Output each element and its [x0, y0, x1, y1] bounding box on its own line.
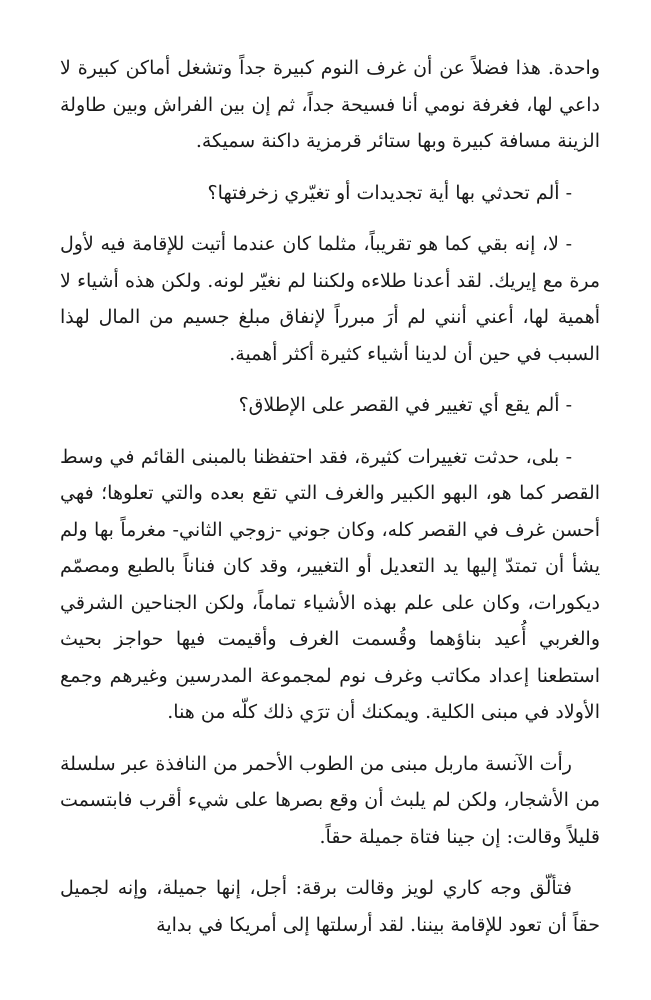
- paragraph-2: - ألم تحدثي بها أية تجديدات أو تغيّري زخرفتها؟: [207, 181, 572, 204]
- paragraph-5: - بلى، حدثت تغييرات كثيرة، فقد احتفظنا بالمبنى القائم في وسط القصر كما هو، البهو الكبير والغرف التي تقع بعده والتي تعلوها؛ فهي أحسن غرف في القصر كله، وكان جوني -زوجي الثاني- مغرماً بها ولم يشأ أن تمتدّ إليها يد التعديل أو التغيير، وقد كان فناناً بالطبع ومصمّم ديكورات، وكان على علم بهذه الأشياء تماماً، ولكن الجناحين الشرقي والغربي أُعيد بناؤهما وقُسمت الغرف وأقيمت فيها حواجز بحيث استطعنا إعداد مكاتب وغرف نوم لمجموعة المدرسين وغيرهم وجمع الأولاد في مبنى الكلية. ويمكنك أن ترَي ذلك كلّه من هنا.: [60, 445, 600, 723]
- paragraph-7: فتألّق وجه كاري لويز وقالت برقة: أجل، إنها جميلة، وإنه لجميل حقاً أن تعود للإقامة بيننا. لقد أرسلتها إلى أمريكا في بداية: [60, 877, 600, 936]
- paragraph-6: رأت الآنسة ماربل مبنى من الطوب الأحمر من النافذة عبر سلسلة من الأشجار، ولكن لم يلبث أن وقع بصرها على شيء أقرب فابتسمت قليلاً وقالت: إن جينا فتاة جميلة حقاً.: [60, 752, 600, 848]
- paragraph-1: واحدة. هذا فضلاً عن أن غرف النوم كبيرة جداً وتشغل أماكن كبيرة لا داعي لها، فغرفة نومي أنا فسيحة جداً، ثم إن بين الفراش وبين طاولة الزينة مسافة كبيرة وبها ستائر قرمزية داكنة سميكة.: [60, 57, 600, 152]
- book-page: [60, 50, 600, 985]
- paragraph-4: - ألم يقع أي تغيير في القصر على الإطلاق؟: [238, 394, 572, 416]
- paragraph-3: - لا، إنه بقي كما هو تقريباً، مثلما كان عندما أتيت للإقامة فيه لأول مرة مع إيريك. لقد أعدنا طلاءه ولكننا لم نغيّر لونه. ولكن هذه أشياء لا أهمية لها، أعني أنني لم أرَ مبرراً لإنفاق مبلغ جسيم من المال لهذا السبب في حين أن لدينا أشياء كثيرة أكثر أهمية.: [60, 233, 600, 365]
